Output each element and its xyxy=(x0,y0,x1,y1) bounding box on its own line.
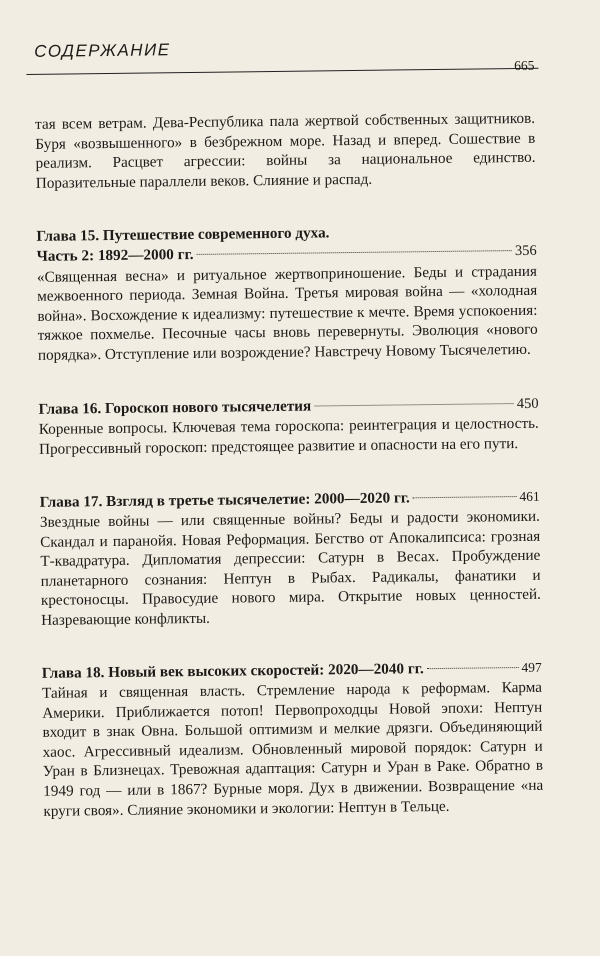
toc-entry-chapter-16 xyxy=(30,393,543,459)
chapter-title: Часть 2: 1892—2000 гг. xyxy=(36,245,194,265)
leader-dots xyxy=(314,403,514,406)
chapter-page-number: 497 xyxy=(521,660,542,676)
chapter-page-number: 461 xyxy=(519,489,540,505)
toc-entry-chapter-18 xyxy=(34,658,548,821)
chapter-page-number: 450 xyxy=(516,395,539,412)
leader-dots xyxy=(413,496,517,498)
chapter-title: Глава 18. Новый век высоких скоростей: 2020—2040 гг. xyxy=(41,660,424,683)
chapter-page-number: 356 xyxy=(514,242,537,260)
leader-dots xyxy=(197,250,512,255)
leader-dots xyxy=(427,667,519,669)
toc-entry-chapter-17 xyxy=(32,487,546,630)
page-number: 665 xyxy=(514,57,535,74)
chapter-summary: «Священная весна» и ритуальное жертвоприношение. Беды и страдания межвоенного периода. Земная Война. Третья мировая война — «холодная война». Восхождение к идеализму: путешествие к мечте. Время успокоения: тяжкое похмелье. Песочные часы вновь перевернуты. Эволюция «нового порядка». Отступление или возрождение? Навстречу Новому Тысячелетию. xyxy=(36,262,538,364)
continued-summary: тая всем ветрам. Дева-Республика пала жертвой собственных защитников. Буря «возвышенного» в безбрежном море. Назад и вперед. Сошествие в реализм. Расцвет агрессии: войны за национальное единство. Поразительные параллели веков. Слияние и распад. xyxy=(34,109,536,192)
chapter-title: Глава 16. Гороскоп нового тысячелетия xyxy=(38,397,312,418)
chapter-heading: Глава 15. Путешествие современного духа. xyxy=(36,224,330,246)
chapter-title: Глава 17. Взгляд в третье тысячелетие: 2000—2020 гг. xyxy=(39,489,410,512)
chapter-summary: Тайная и священная власть. Стремление народа к реформам. Карма Америки. Приближается потоп! Первопроходцы Новой эпохи: Нептун входит в знак Овна. Большой оптимизм и мелкие дрязги. Объединяющий хаос. Агрессивный идеализм. Обновленный мировой порядок: Сатурн и Уран в Близнецах. Тревожная адаптация: Сатурн и Уран в Раке. Обратно в 1949 год — или в 1867? Бурные моря. Дух в движении. Возвращение «на круги своя». Слияние экономики и экологии: Нептун в Тельце. xyxy=(41,678,544,820)
running-head xyxy=(26,30,538,75)
toc-entry-chapter-15 xyxy=(28,221,542,365)
page-title: СОДЕРЖАНИЕ xyxy=(34,40,171,61)
chapter-summary: Коренные вопросы. Ключевая тема гороскопа: реинтеграция и целостность. Прогрессивный гороскоп: предстоящее развитие и опасности на его пути. xyxy=(38,414,539,458)
book-page xyxy=(26,30,549,936)
chapter-summary: Звездные войны — или священные войны? Беды и радости экономики. Скандал и паранойя. Новая Реформация. Бегство от Апокалипсиса: грозная Т-квадратура. Дипломатия депрессии: Сатурн в Весах. Пробуждение планетарного сознания: Нептун в Рыбах. Радикалы, фанатики и крестоносцы. Правосудие нового мира. Открытие новых ценностей. Назревающие конфликты. xyxy=(39,507,541,629)
